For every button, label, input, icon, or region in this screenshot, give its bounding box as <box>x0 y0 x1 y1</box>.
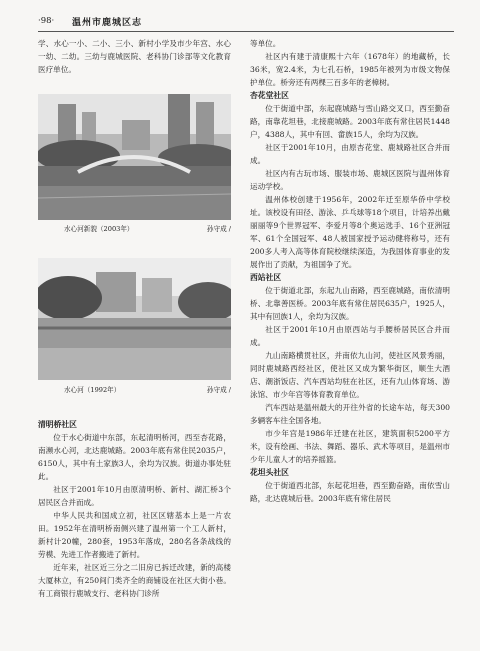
paragraph: 社区于2001年10月由原西站与手腰桥居民区合并而成。 <box>250 325 450 347</box>
section-heading: 西站社区 <box>250 273 282 282</box>
page-number: ·98· <box>38 16 55 26</box>
qingming-section <box>38 418 231 600</box>
book-title: 温州市鹿城区志 <box>72 18 143 28</box>
page-header <box>38 10 454 32</box>
paragraph: 市少年宫是1986年迁建在社区，建筑面积5200平方米，设有绘画、书法、舞蹈、器乐、武术等项目，是温州市少年儿童人才的培养摇篮。 <box>250 429 450 464</box>
section-heading: 花坦头社区 <box>250 468 289 477</box>
paragraph: 中华人民共和国成立初，社区区辖基本上是一片农田。1952年在清明桥南侧兴建了温州第一个工人新村，新村计20幢，280套，1953年落成，280名各条战线的劳模、先进工作者搬进了新村。 <box>38 511 231 559</box>
caption-text: 水心河新貌（2003年） <box>64 225 134 233</box>
paragraph: 九山南路横贯社区，并南依九山河，使社区风景秀丽，同时鹿城路西经社区，使社区又成为繁华街区，顺生大酒店、潮浙饭店、汽车西站均驻在社区，还有九山体育场、游泳馆、市少年宫等体育教育单位。 <box>250 351 450 399</box>
paragraph: 等单位。 <box>250 39 281 48</box>
photo-shuixin-river-1992 <box>38 258 231 380</box>
paragraph: 社区内有建于清康熙十六年（1678年）的地藏桥，长36米，宽2.4米，为七孔石桥，1985年被列为市级文物保护单位。桥旁还有两棵三百多年的老樟树。 <box>250 52 450 87</box>
photo1-caption <box>38 223 231 233</box>
paragraph: 位于街道北部，东起九山南路，西至鹿城路，南依清明桥、北靠善医桥。2003年底有常住居民635户，1925人，其中有回族1人，余均为汉族。 <box>250 286 450 321</box>
paragraph: 汽车西站是温州最大的开往外省的长途车站，每天300多辆客车往全国各地。 <box>250 403 450 425</box>
paragraph: 社区内有古玩市场、服装市场、鹿城区医院与温州体育运动学校。 <box>250 169 450 191</box>
photo-credit: 孙守成 / <box>206 225 231 233</box>
paragraph: 温州体校创建于1956年，2002年迁至原华侨中学校址。该校设有田径、游泳、乒乓球等18个项目，计培养出戴丽丽等9个世界冠军、李爱月等8个奥运选手、16个亚洲冠军、61个全国冠军、48人被国家授予运动健将称号，还有200多人考入高等体育院校继续深造，为我国体育事业的发展作出了贡献，为祖国争了光。 <box>250 195 450 269</box>
paragraph: 位于街道中部，东起鹿城路与雪山路交叉口，西至勤奋路，南靠花坦巷，北接鹿城路。2003年底有常住居民1448户，4388人，其中有回、畲族15人，余均为汉族。 <box>250 104 450 139</box>
caption-text: 水心河（1992年） <box>64 386 121 394</box>
paragraph: 社区于2001年10月由原清明桥、新村、湖汇桥3个居民区合并而成。 <box>38 485 231 507</box>
section-heading: 清明桥社区 <box>38 420 77 429</box>
paragraph: 社区于2001年10月，由原杏花堂、鹿城路社区合并而成。 <box>250 143 450 165</box>
section-heading: 杏花堂社区 <box>250 91 289 100</box>
paragraph: 位于水心街道中东部，东起清明桥河，西至杏花路，南濒水心河，北达鹿城路。2003年底有常住民2035户，6150人，其中有土家族3人，余均为汉族。街道办事处驻此。 <box>38 433 231 481</box>
photo-shuixin-river-2003 <box>38 94 231 220</box>
paragraph: 学、水心一小、二小、三小、新村小学及市少年宫、水心一幼、二幼。三幼与鹿城医院、老科协门诊部等文化教育医疗单位。 <box>38 39 231 74</box>
paragraph: 位于街道西北部，东起花坦巷，西至勤奋路，南依雪山路，北达鹿城后巷。2003年底有常住居民 <box>250 481 450 503</box>
photo2-caption <box>38 384 231 394</box>
right-column <box>250 37 450 505</box>
paragraph: 近年来，社区近三分之二旧房已拆迁改建，新的高楼大厦林立，有250间门类齐全的商铺设在社区大街小巷。有工商银行鹿城支行、老科协门诊所 <box>38 563 231 598</box>
photo-credit: 孙守成 / <box>206 386 231 394</box>
header-rule <box>38 31 454 32</box>
